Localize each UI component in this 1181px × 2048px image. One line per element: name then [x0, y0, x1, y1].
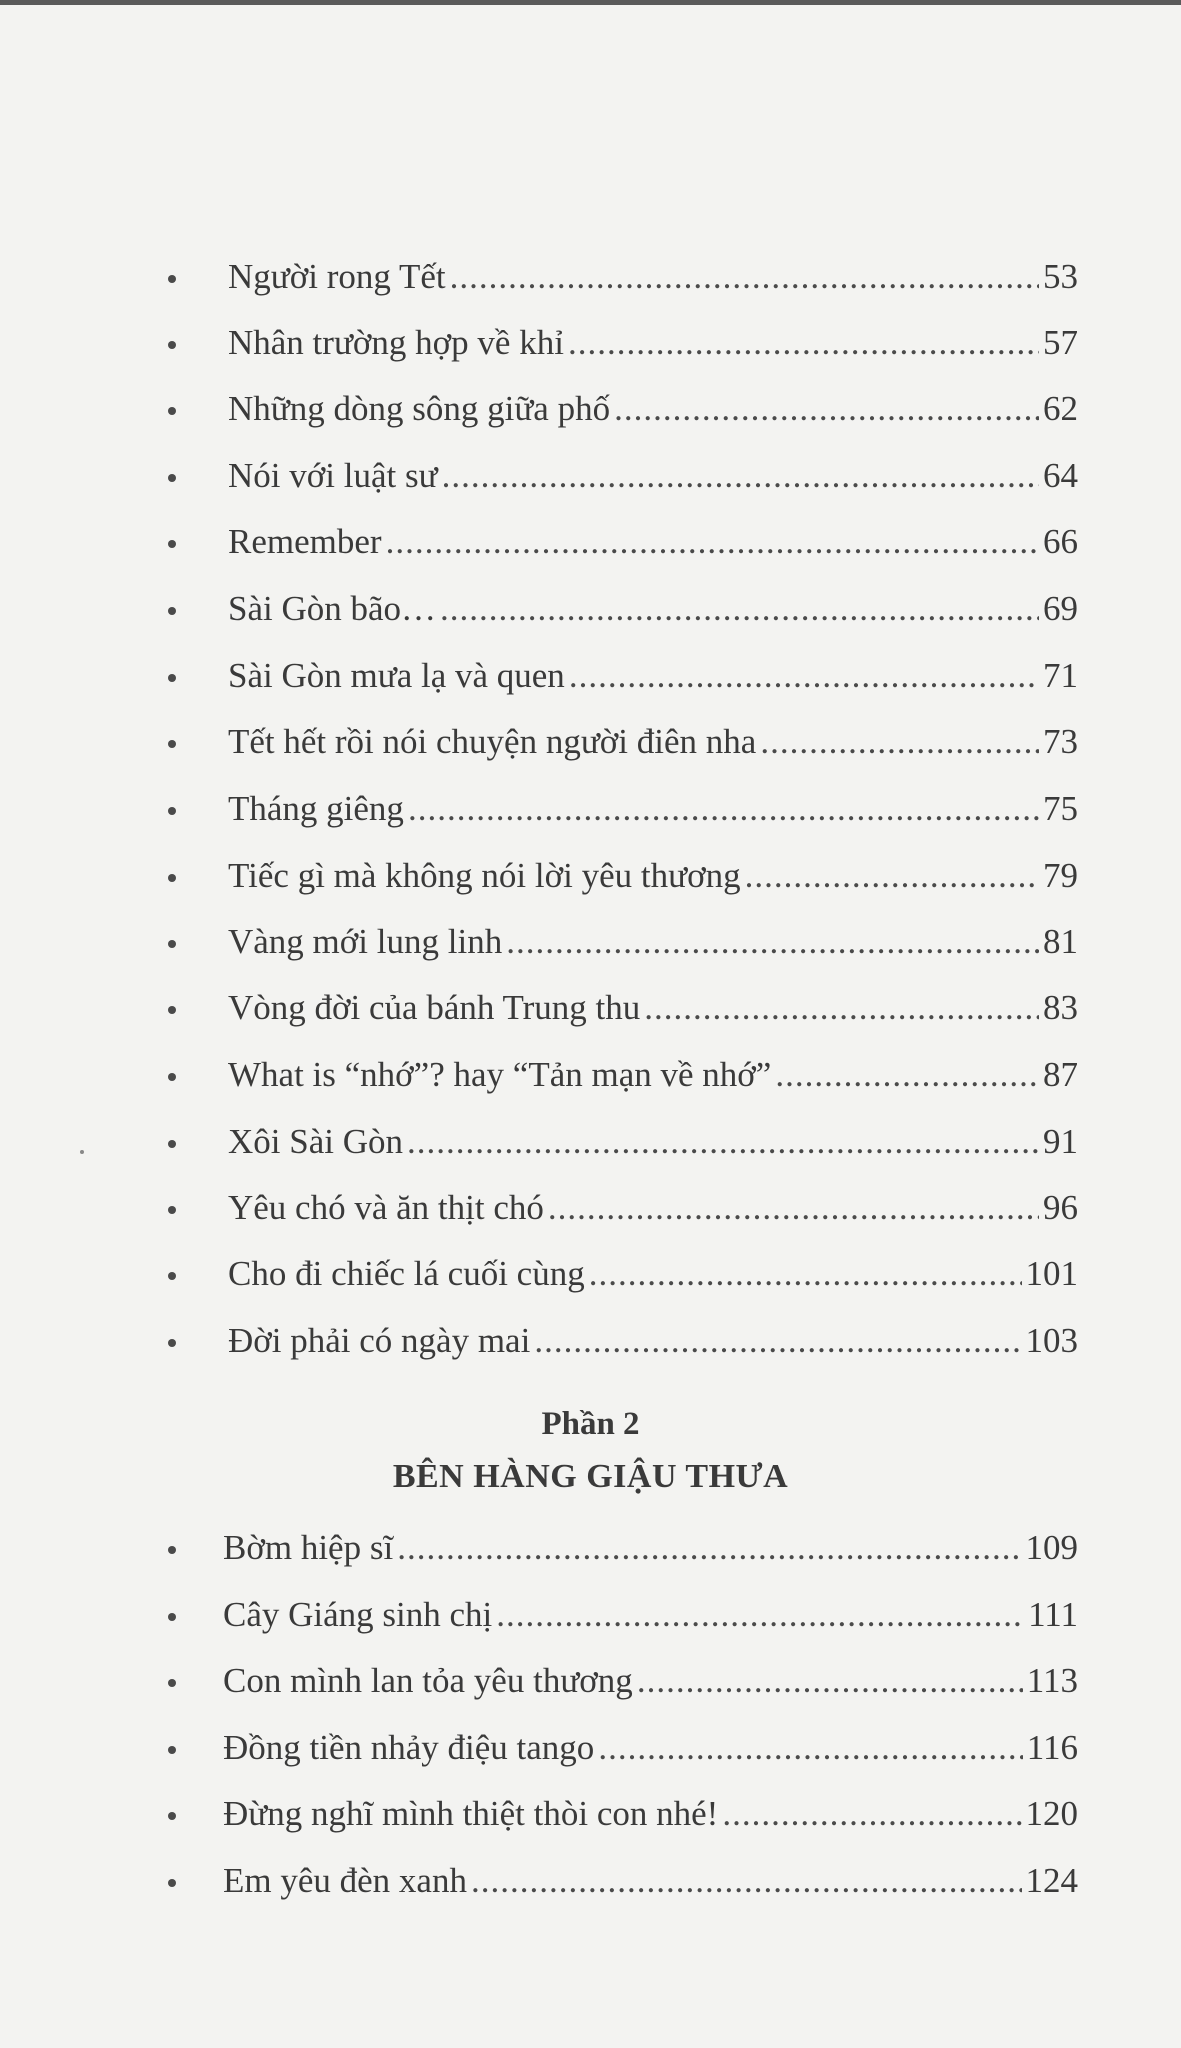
toc-entry[interactable] — [172, 385, 1078, 433]
entry-page-number: 79 — [1043, 856, 1078, 895]
bullet-icon — [168, 1272, 176, 1280]
dot-leader — [637, 1657, 1023, 1705]
entry-title: Tháng giêng — [228, 789, 404, 828]
toc-entry[interactable] — [172, 652, 1078, 700]
entry-title: What is “nhớ”? hay “Tản mạn về nhớ” — [228, 1055, 772, 1094]
bullet-icon — [168, 1679, 176, 1687]
entry-title: Vòng đời của bánh Trung thu — [228, 988, 641, 1027]
entry-title: Vàng mới lung linh — [228, 922, 503, 961]
entry-title: Đừng nghĩ mình thiệt thòi con nhé! — [223, 1794, 719, 1833]
toc-entry[interactable] — [172, 1790, 1078, 1838]
dot-leader — [589, 1250, 1022, 1298]
entry-title: Nói với luật sư — [228, 456, 438, 495]
part2-label: Phần 2 — [541, 1406, 640, 1442]
entry-page-number: 111 — [1028, 1595, 1078, 1634]
toc-entry[interactable] — [172, 1184, 1078, 1232]
bullet-icon — [168, 1006, 176, 1014]
dot-leader — [534, 1317, 1021, 1365]
dot-leader — [568, 319, 1039, 367]
entry-title: Yêu chó và ăn thịt chó — [228, 1188, 544, 1227]
entry-page-number: 109 — [1025, 1528, 1078, 1567]
dot-leader — [496, 1591, 1024, 1639]
dot-leader — [450, 253, 1039, 301]
entry-page-number: 57 — [1043, 323, 1078, 362]
dot-leader — [407, 1118, 1039, 1166]
dot-leader — [775, 1051, 1039, 1099]
toc-entry[interactable] — [172, 585, 1078, 633]
entry-page-number: 62 — [1043, 389, 1078, 428]
toc-entry[interactable] — [172, 1118, 1078, 1166]
toc-entry[interactable] — [172, 785, 1078, 833]
toc-entry[interactable] — [172, 1657, 1078, 1705]
scan-speck — [80, 1150, 84, 1154]
entry-title: Remember — [228, 522, 382, 561]
bullet-icon — [168, 1339, 176, 1347]
entry-title: Đời phải có ngày mai — [228, 1321, 531, 1360]
dot-leader — [614, 385, 1039, 433]
toc-entry[interactable] — [172, 1524, 1078, 1572]
toc-entry[interactable] — [172, 984, 1078, 1032]
entry-page-number: 71 — [1043, 656, 1078, 695]
entry-page-number: 64 — [1043, 456, 1078, 495]
entry-page-number: 116 — [1026, 1728, 1078, 1767]
bullet-icon — [168, 1206, 176, 1214]
dot-leader — [506, 918, 1039, 966]
toc-entry[interactable] — [172, 452, 1078, 500]
dot-leader — [408, 785, 1039, 833]
toc-entry[interactable] — [172, 253, 1078, 301]
toc-entry[interactable] — [172, 319, 1078, 367]
bullet-icon — [168, 1812, 176, 1820]
bullet-icon — [168, 474, 176, 482]
toc-entry[interactable] — [172, 852, 1078, 900]
entry-page-number: 120 — [1025, 1794, 1078, 1833]
entry-title: Bờm hiệp sĩ — [223, 1528, 394, 1567]
entry-page-number: 101 — [1025, 1254, 1078, 1293]
entry-page-number: 87 — [1043, 1055, 1078, 1094]
dot-leader — [397, 1524, 1021, 1572]
entry-page-number: 83 — [1043, 988, 1078, 1027]
dot-leader — [442, 452, 1039, 500]
toc-entry[interactable] — [172, 1857, 1078, 1905]
entry-title: Nhân trường hợp về khỉ — [228, 323, 564, 362]
entry-page-number: 66 — [1043, 522, 1078, 561]
entry-page-number: 75 — [1043, 789, 1078, 828]
toc-entry[interactable] — [172, 718, 1078, 766]
bullet-icon — [168, 1879, 176, 1887]
dot-leader — [760, 718, 1039, 766]
entry-title: Em yêu đèn xanh — [223, 1861, 467, 1900]
dot-leader — [471, 1857, 1022, 1905]
dot-leader — [598, 1724, 1022, 1772]
bullet-icon — [168, 341, 176, 349]
dot-leader — [440, 585, 1039, 633]
bullet-icon — [168, 407, 176, 415]
dot-leader — [745, 852, 1039, 900]
entry-title: Người rong Tết — [228, 257, 446, 296]
bullet-icon — [168, 540, 176, 548]
bullet-icon — [168, 1546, 176, 1554]
dot-leader — [569, 652, 1039, 700]
entry-page-number: 113 — [1026, 1661, 1078, 1700]
entry-page-number: 81 — [1043, 922, 1078, 961]
dot-leader — [644, 984, 1039, 1032]
bullet-icon — [168, 275, 176, 283]
bullet-icon — [168, 1140, 176, 1148]
entry-page-number: 103 — [1025, 1321, 1078, 1360]
dot-leader — [722, 1790, 1021, 1838]
entry-title: Con mình lan tỏa yêu thương — [223, 1661, 633, 1700]
bullet-icon — [168, 874, 176, 882]
part2-title: BÊN HÀNG GIẬU THƯA — [392, 1458, 789, 1495]
entry-title: Đồng tiền nhảy điệu tango — [223, 1728, 595, 1767]
entry-page-number: 69 — [1043, 589, 1078, 628]
toc-entry[interactable] — [172, 1051, 1078, 1099]
dot-leader — [386, 518, 1039, 566]
bullet-icon — [168, 1746, 176, 1754]
bullet-icon — [168, 607, 176, 615]
entry-title: Cây Giáng sinh chị — [223, 1595, 493, 1634]
entry-title: Sài Gòn bão… — [228, 589, 437, 628]
entry-title: Tiếc gì mà không nói lời yêu thương — [228, 856, 741, 895]
bullet-icon — [168, 807, 176, 815]
bullet-icon — [168, 674, 176, 682]
bullet-icon — [168, 740, 176, 748]
toc-entry[interactable] — [172, 1724, 1078, 1772]
top-edge-rule — [0, 0, 1181, 5]
bullet-icon — [168, 1073, 176, 1081]
entry-page-number: 91 — [1043, 1122, 1078, 1161]
toc-entry[interactable] — [172, 1317, 1078, 1365]
dot-leader — [548, 1184, 1039, 1232]
entry-title: Tết hết rồi nói chuyện người điên nha — [228, 722, 757, 761]
toc-entry[interactable] — [172, 1250, 1078, 1298]
bullet-icon — [168, 1613, 176, 1621]
toc-entry[interactable] — [172, 1591, 1078, 1639]
entry-page-number: 53 — [1043, 257, 1078, 296]
toc-entry[interactable] — [172, 518, 1078, 566]
entry-page-number: 124 — [1025, 1861, 1078, 1900]
entry-title: Sài Gòn mưa lạ và quen — [228, 656, 565, 695]
entry-title: Cho đi chiếc lá cuối cùng — [228, 1254, 585, 1293]
toc-entry[interactable] — [172, 918, 1078, 966]
entry-page-number: 96 — [1043, 1188, 1078, 1227]
entry-title: Những dòng sông giữa phố — [228, 389, 611, 428]
bullet-icon — [168, 940, 176, 948]
entry-page-number: 73 — [1043, 722, 1078, 761]
entry-title: Xôi Sài Gòn — [228, 1122, 403, 1161]
